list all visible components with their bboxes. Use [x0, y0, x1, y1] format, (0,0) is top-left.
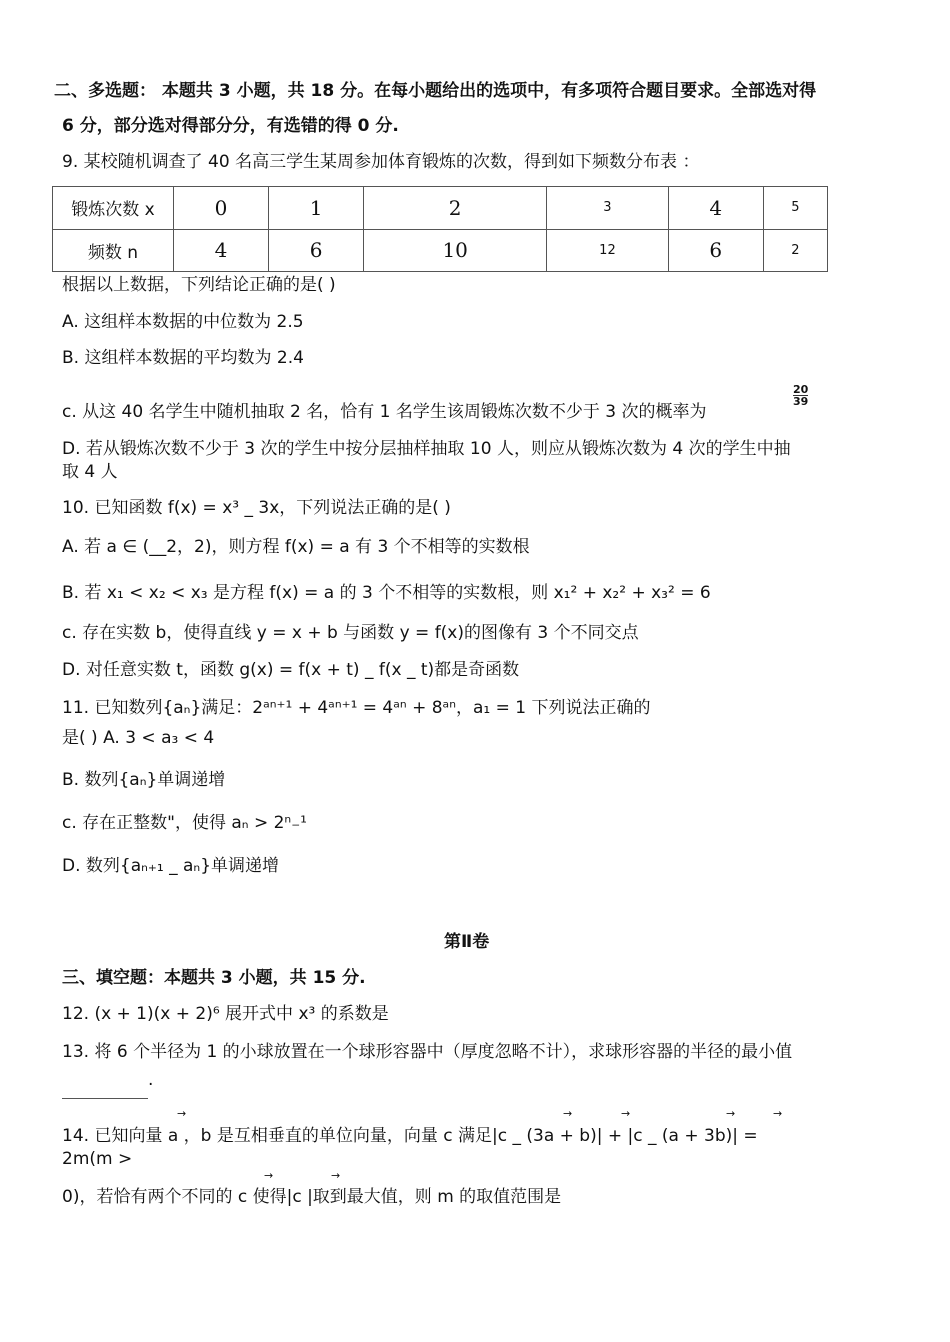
table-cell: 0	[174, 187, 269, 230]
question-13: 13. 将 6 个半径为 1 的小球放置在一个球形容器中（厚度忽略不计），求球形容器的半径的最小值	[62, 1042, 793, 1062]
question-11-option-d: D. 数列{aₙ₊₁ _ aₙ}单调递增	[62, 856, 280, 876]
question-14-line2: 2m(m >	[62, 1149, 133, 1169]
question-9-option-b: B. 这组样本数据的平均数为 2.4	[62, 348, 304, 368]
vector-arrow-icon: →	[773, 1107, 783, 1120]
question-10-stem: 10. 已知函数 f(x) = x³ _ 3x，下列说法正确的是( )	[62, 498, 451, 518]
table-cell: 2	[763, 229, 827, 272]
question-14-line1: 14. 已知向量 a ，b 是互相垂直的单位向量，向量 c 满足|c _ (3a + b)| + |c _ (a + 3b)| =	[62, 1126, 758, 1146]
table-row-frequency	[53, 229, 828, 272]
fraction-20-39	[793, 384, 808, 407]
table-cell: 12	[547, 229, 668, 272]
question-14-line3: 0)，若恰有两个不同的 c 使得|c |取到最大值，则 m 的取值范围是	[62, 1187, 562, 1207]
section-heading-multiple-choice: 二、多选题： 本题共 3 小题，共 18 分。在每小题给出的选项中，有多项符合题目要求。全部选对得	[54, 81, 817, 101]
table-row-counts	[53, 187, 828, 230]
question-10-option-d: D. 对任意实数 t，函数 g(x) = f(x + t) _ f(x _ t)都是奇函数	[62, 660, 520, 680]
table-cell: 3	[547, 187, 668, 230]
table-cell: 4	[668, 187, 763, 230]
table-cell: 6	[269, 229, 364, 272]
answer-blank-line	[62, 1098, 148, 1099]
vector-arrow-icon: →	[563, 1107, 573, 1120]
question-12: 12. (x + 1)(x + 2)⁶ 展开式中 x³ 的系数是	[62, 1004, 389, 1024]
frequency-table	[52, 186, 828, 272]
fraction-denominator: 39	[793, 395, 809, 408]
vector-arrow-icon: →	[264, 1169, 274, 1182]
question-9-stem: 9. 某校随机调查了 40 名高三学生某周参加体育锻炼的次数，得到如下频数分布表 ：	[62, 152, 700, 172]
question-9-option-a: A. 这组样本数据的中位数为 2.5	[62, 312, 304, 332]
section-heading-fill-in: 三、填空题：本题共 3 小题，共 15 分.	[62, 968, 366, 988]
question-11-stem-line2: 是( ) A. 3 < a₃ < 4	[62, 728, 215, 748]
question-10-option-c: c. 存在实数 b，使得直线 y = x + b 与函数 y = f(x)的图像有 3 个不同交点	[62, 623, 639, 643]
table-cell: 2	[364, 187, 547, 230]
table-cell: 5	[763, 187, 827, 230]
table-cell: 6	[668, 229, 763, 272]
question-13-period: .	[148, 1070, 154, 1090]
vector-arrow-icon: →	[621, 1107, 631, 1120]
question-11-stem: 11. 已知数列{aₙ}满足：2ᵃⁿ⁺¹ + 4ᵃⁿ⁺¹ = 4ᵃⁿ + 8ᵃⁿ，a₁ = 1 下列说法正确的	[62, 698, 651, 718]
table-cell: 10	[364, 229, 547, 272]
question-9-option-c: c. 从这 40 名学生中随机抽取 2 名，恰有 1 名学生该周锻炼次数不少于 3 次的概率为	[62, 402, 707, 422]
vector-arrow-icon: →	[726, 1107, 736, 1120]
vector-arrow-icon: →	[177, 1107, 187, 1120]
fraction-numerator: 20	[793, 383, 809, 396]
part-2-title: 第Ⅱ卷	[444, 932, 490, 952]
table-cell: 4	[174, 229, 269, 272]
question-9-option-d-line2: 取 4 人	[62, 462, 118, 482]
question-10-option-a: A. 若 a ∈ (__2，2)，则方程 f(x) = a 有 3 个不相等的实数根	[62, 537, 530, 557]
question-9-option-d-line1: D. 若从锻炼次数不少于 3 次的学生中按分层抽样抽取 10 人，则应从锻炼次数为 4 次的学生中抽	[62, 439, 791, 459]
section-heading-multiple-choice-scoring: 6 分，部分选对得部分分，有选错的得 0 分.	[62, 116, 399, 136]
question-11-option-b: B. 数列{aₙ}单调递增	[62, 770, 226, 790]
table-header-frequency: 频数 n	[53, 229, 174, 272]
vector-arrow-icon: →	[331, 1169, 341, 1182]
table-header-exercise-count: 锻炼次数 x	[53, 187, 174, 230]
question-9-prompt: 根据以上数据，下列结论正确的是( )	[62, 275, 336, 295]
question-11-option-c: c. 存在正整数"，使得 aₙ > 2ⁿ₋¹	[62, 813, 307, 833]
table-cell: 1	[269, 187, 364, 230]
question-10-option-b: B. 若 x₁ < x₂ < x₃ 是方程 f(x) = a 的 3 个不相等的实数根，则 x₁² + x₂² + x₃² = 6	[62, 583, 711, 603]
